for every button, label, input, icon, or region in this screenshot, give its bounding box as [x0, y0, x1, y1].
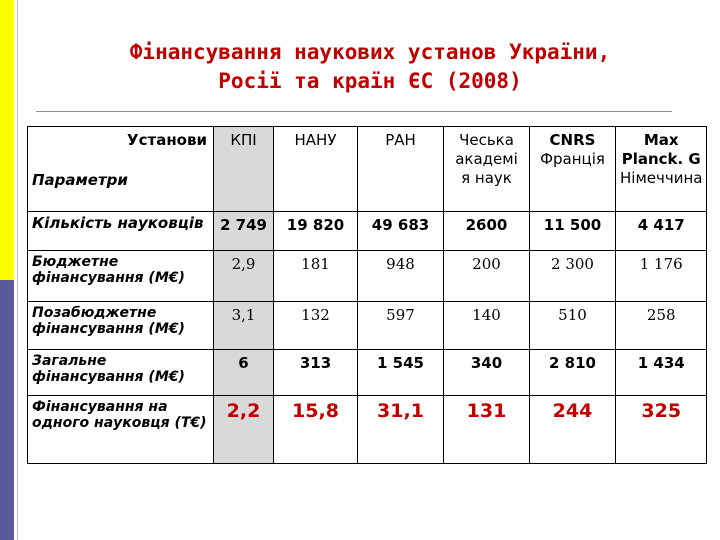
table-row [28, 302, 707, 350]
cell-value: 140 [444, 302, 530, 350]
cell-value: 340 [444, 350, 530, 396]
cell-value: 2600 [444, 212, 530, 251]
column-header-kpi [214, 127, 274, 212]
title-divider [36, 111, 672, 112]
column-header-nanu [274, 127, 358, 212]
cell-value: 313 [274, 350, 358, 396]
decorative-bar-purple [0, 280, 14, 540]
column-header-text: академі [455, 150, 518, 168]
cell-value: 200 [444, 251, 530, 302]
cell-value: 2 749 [214, 212, 274, 251]
cell-value: 2,2 [214, 396, 274, 464]
cell-value: 31,1 [358, 396, 444, 464]
column-header-cnrs [530, 127, 616, 212]
table-row [28, 212, 707, 251]
cell-value: 4 417 [616, 212, 707, 251]
cell-value: 2,9 [214, 251, 274, 302]
column-header-text: КПІ [230, 131, 257, 149]
row-label: Кількість науковців [28, 212, 214, 251]
column-header-text: Франція [540, 150, 605, 168]
cell-value: 49 683 [358, 212, 444, 251]
cell-value: 6 [214, 350, 274, 396]
column-header-text: CNRS [549, 131, 596, 149]
cell-value: 131 [444, 396, 530, 464]
slide-title [40, 38, 700, 96]
comparison-table [27, 126, 707, 464]
column-header-text: Max [643, 131, 679, 149]
column-header-text: я наук [461, 169, 512, 187]
cell-value: 3,1 [214, 302, 274, 350]
cell-value: 1 545 [358, 350, 444, 396]
column-header-maxplanck [616, 127, 707, 212]
title-line-2: Росії та країн ЄС (2008) [218, 69, 522, 93]
cell-value: 181 [274, 251, 358, 302]
column-header-text: РАН [385, 131, 416, 149]
cell-value: 1 434 [616, 350, 707, 396]
row-label: Бюджетне фінансування (М€) [28, 251, 214, 302]
cell-value: 11 500 [530, 212, 616, 251]
corner-label-parameters: Параметри [32, 171, 128, 189]
cell-value: 2 300 [530, 251, 616, 302]
cell-value: 1 176 [616, 251, 707, 302]
table-row [28, 396, 707, 464]
cell-value: 244 [530, 396, 616, 464]
cell-value: 325 [616, 396, 707, 464]
row-label: Фінансування на одного науковця (Т€) [28, 396, 214, 464]
cell-value: 15,8 [274, 396, 358, 464]
cell-value: 948 [358, 251, 444, 302]
corner-label-institutions: Установи [127, 131, 207, 149]
column-header-czech [444, 127, 530, 212]
table-header-row [28, 127, 707, 212]
column-header-text: Planck. G [621, 150, 701, 168]
decorative-bar-yellow [0, 0, 14, 280]
table-row [28, 350, 707, 396]
table-row [28, 251, 707, 302]
header-corner-cell [28, 127, 214, 212]
decorative-vertical-line [17, 0, 18, 540]
column-header-text: Чеська [459, 131, 514, 149]
column-header-text: Німеччина [620, 169, 703, 187]
row-label: Позабюджетне фінансування (М€) [28, 302, 214, 350]
row-label: Загальне фінансування (М€) [28, 350, 214, 396]
cell-value: 597 [358, 302, 444, 350]
column-header-text: НАНУ [294, 131, 337, 149]
cell-value: 132 [274, 302, 358, 350]
cell-value: 2 810 [530, 350, 616, 396]
cell-value: 258 [616, 302, 707, 350]
cell-value: 19 820 [274, 212, 358, 251]
cell-value: 510 [530, 302, 616, 350]
column-header-ran [358, 127, 444, 212]
title-line-1: Фінансування наукових установ України, [129, 40, 611, 64]
